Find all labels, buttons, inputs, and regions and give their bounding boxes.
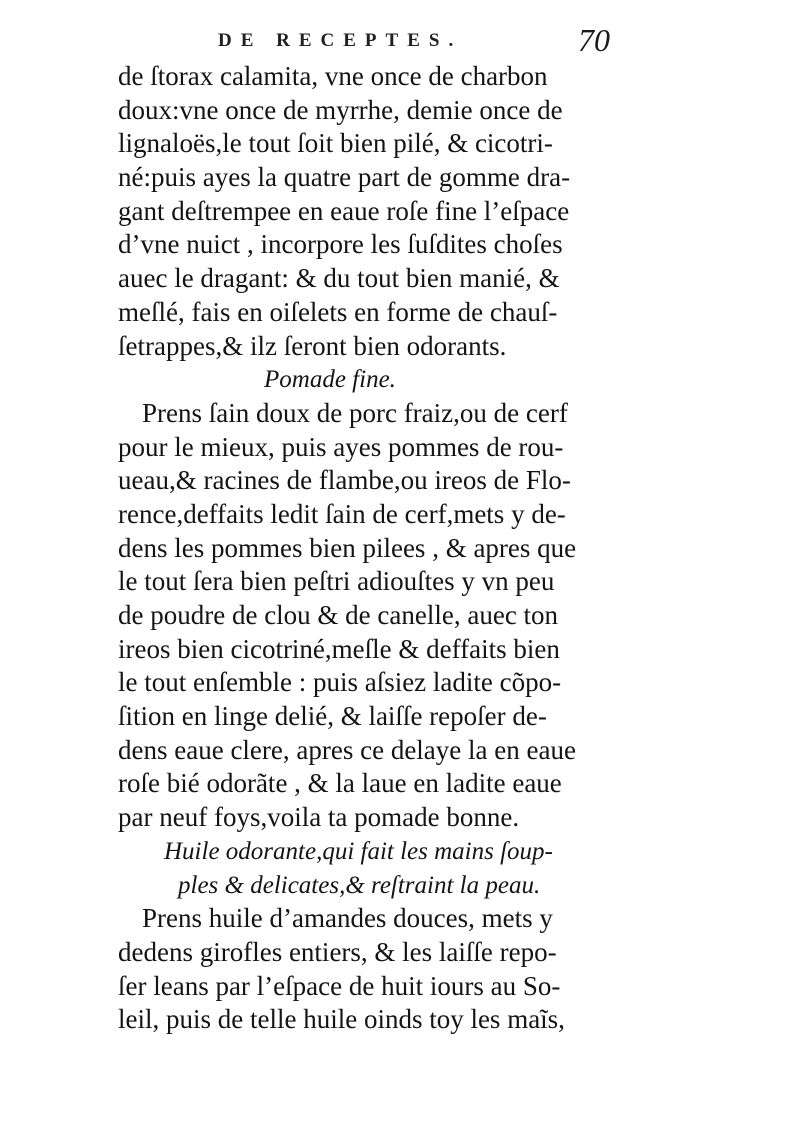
recipe-heading-huile: Huile odorante,qui fait les mains ſoup- [164, 837, 553, 865]
text-line: auec le dragant: & du tout bien manié, & [118, 263, 560, 294]
text-line: ſition en linge delié, & laiſſe repoſer de- [118, 701, 547, 732]
text-line: ueau,& racines de flambe,ou ireos de Flo- [118, 465, 571, 496]
text-line: Prens ſain doux de porc fraiz,ou de cerf [142, 397, 568, 428]
text-line: né:puis ayes la quatre part de gomme dra- [118, 162, 571, 193]
text-line: d’vne nuict , incorpore les ſuſdites choſes [118, 229, 563, 260]
text-line: par neuf foys,voila ta pomade bonne. [118, 802, 520, 833]
text-line: Prens huile d’amandes douces, mets y [142, 903, 553, 934]
text-line: dens eaue clere, apres ce delaye la en eaue [118, 734, 576, 765]
recipe-heading-huile-cont: ples & delicates,& reſtraint la peau. [178, 871, 541, 899]
page-body [118, 60, 628, 1037]
running-head: DE RECEPTES. [218, 30, 463, 51]
text-line: le tout enſemble : puis aſsiez ladite cõpo- [118, 667, 562, 698]
recipe-heading-pomade: Pomade fine. [264, 366, 396, 394]
page-number: 70 [578, 22, 610, 58]
text-line: pour le mieux, puis ayes pommes de rou- [118, 431, 564, 462]
text-line: de poudre de clou & de canelle, auec ton [118, 600, 559, 630]
text-line: lignaloës,le tout ſoit bien pilé, & cicotri- [118, 128, 553, 159]
text-line: roſe bié odorãte , & la laue en ladite eaue [118, 768, 562, 799]
text-line: doux:vne once de myrrhe, demie once de [118, 94, 563, 125]
text-line: ſer leans par l’eſpace de huit iours au So- [118, 970, 561, 1001]
text-line: gant deſtrempee en eaue roſe fine l’eſpace [118, 195, 570, 226]
text-line: leil, puis de telle huile oinds toy les maĩs, [118, 1004, 565, 1035]
text-line: de ſtorax calamita, vne once de charbon [118, 61, 548, 91]
text-line: ſetrappes,& ilz ſeront bien odorants. [118, 330, 507, 361]
text-line: dedens girofles entiers, & les laiſſe repo- [118, 936, 557, 967]
text-line: dens les pommes bien pilees , & apres que [118, 532, 577, 563]
text-line: meſlé, fais en oiſelets en forme de chauſ- [118, 296, 558, 327]
text-line: ireos bien cicotriné,meſle & deffaits bien [118, 633, 560, 664]
text-line: rence,deffaits ledit ſain de cerf,mets y de- [118, 498, 566, 529]
text-line: le tout ſera bien peſtri adiouſtes y vn peu [118, 566, 555, 597]
